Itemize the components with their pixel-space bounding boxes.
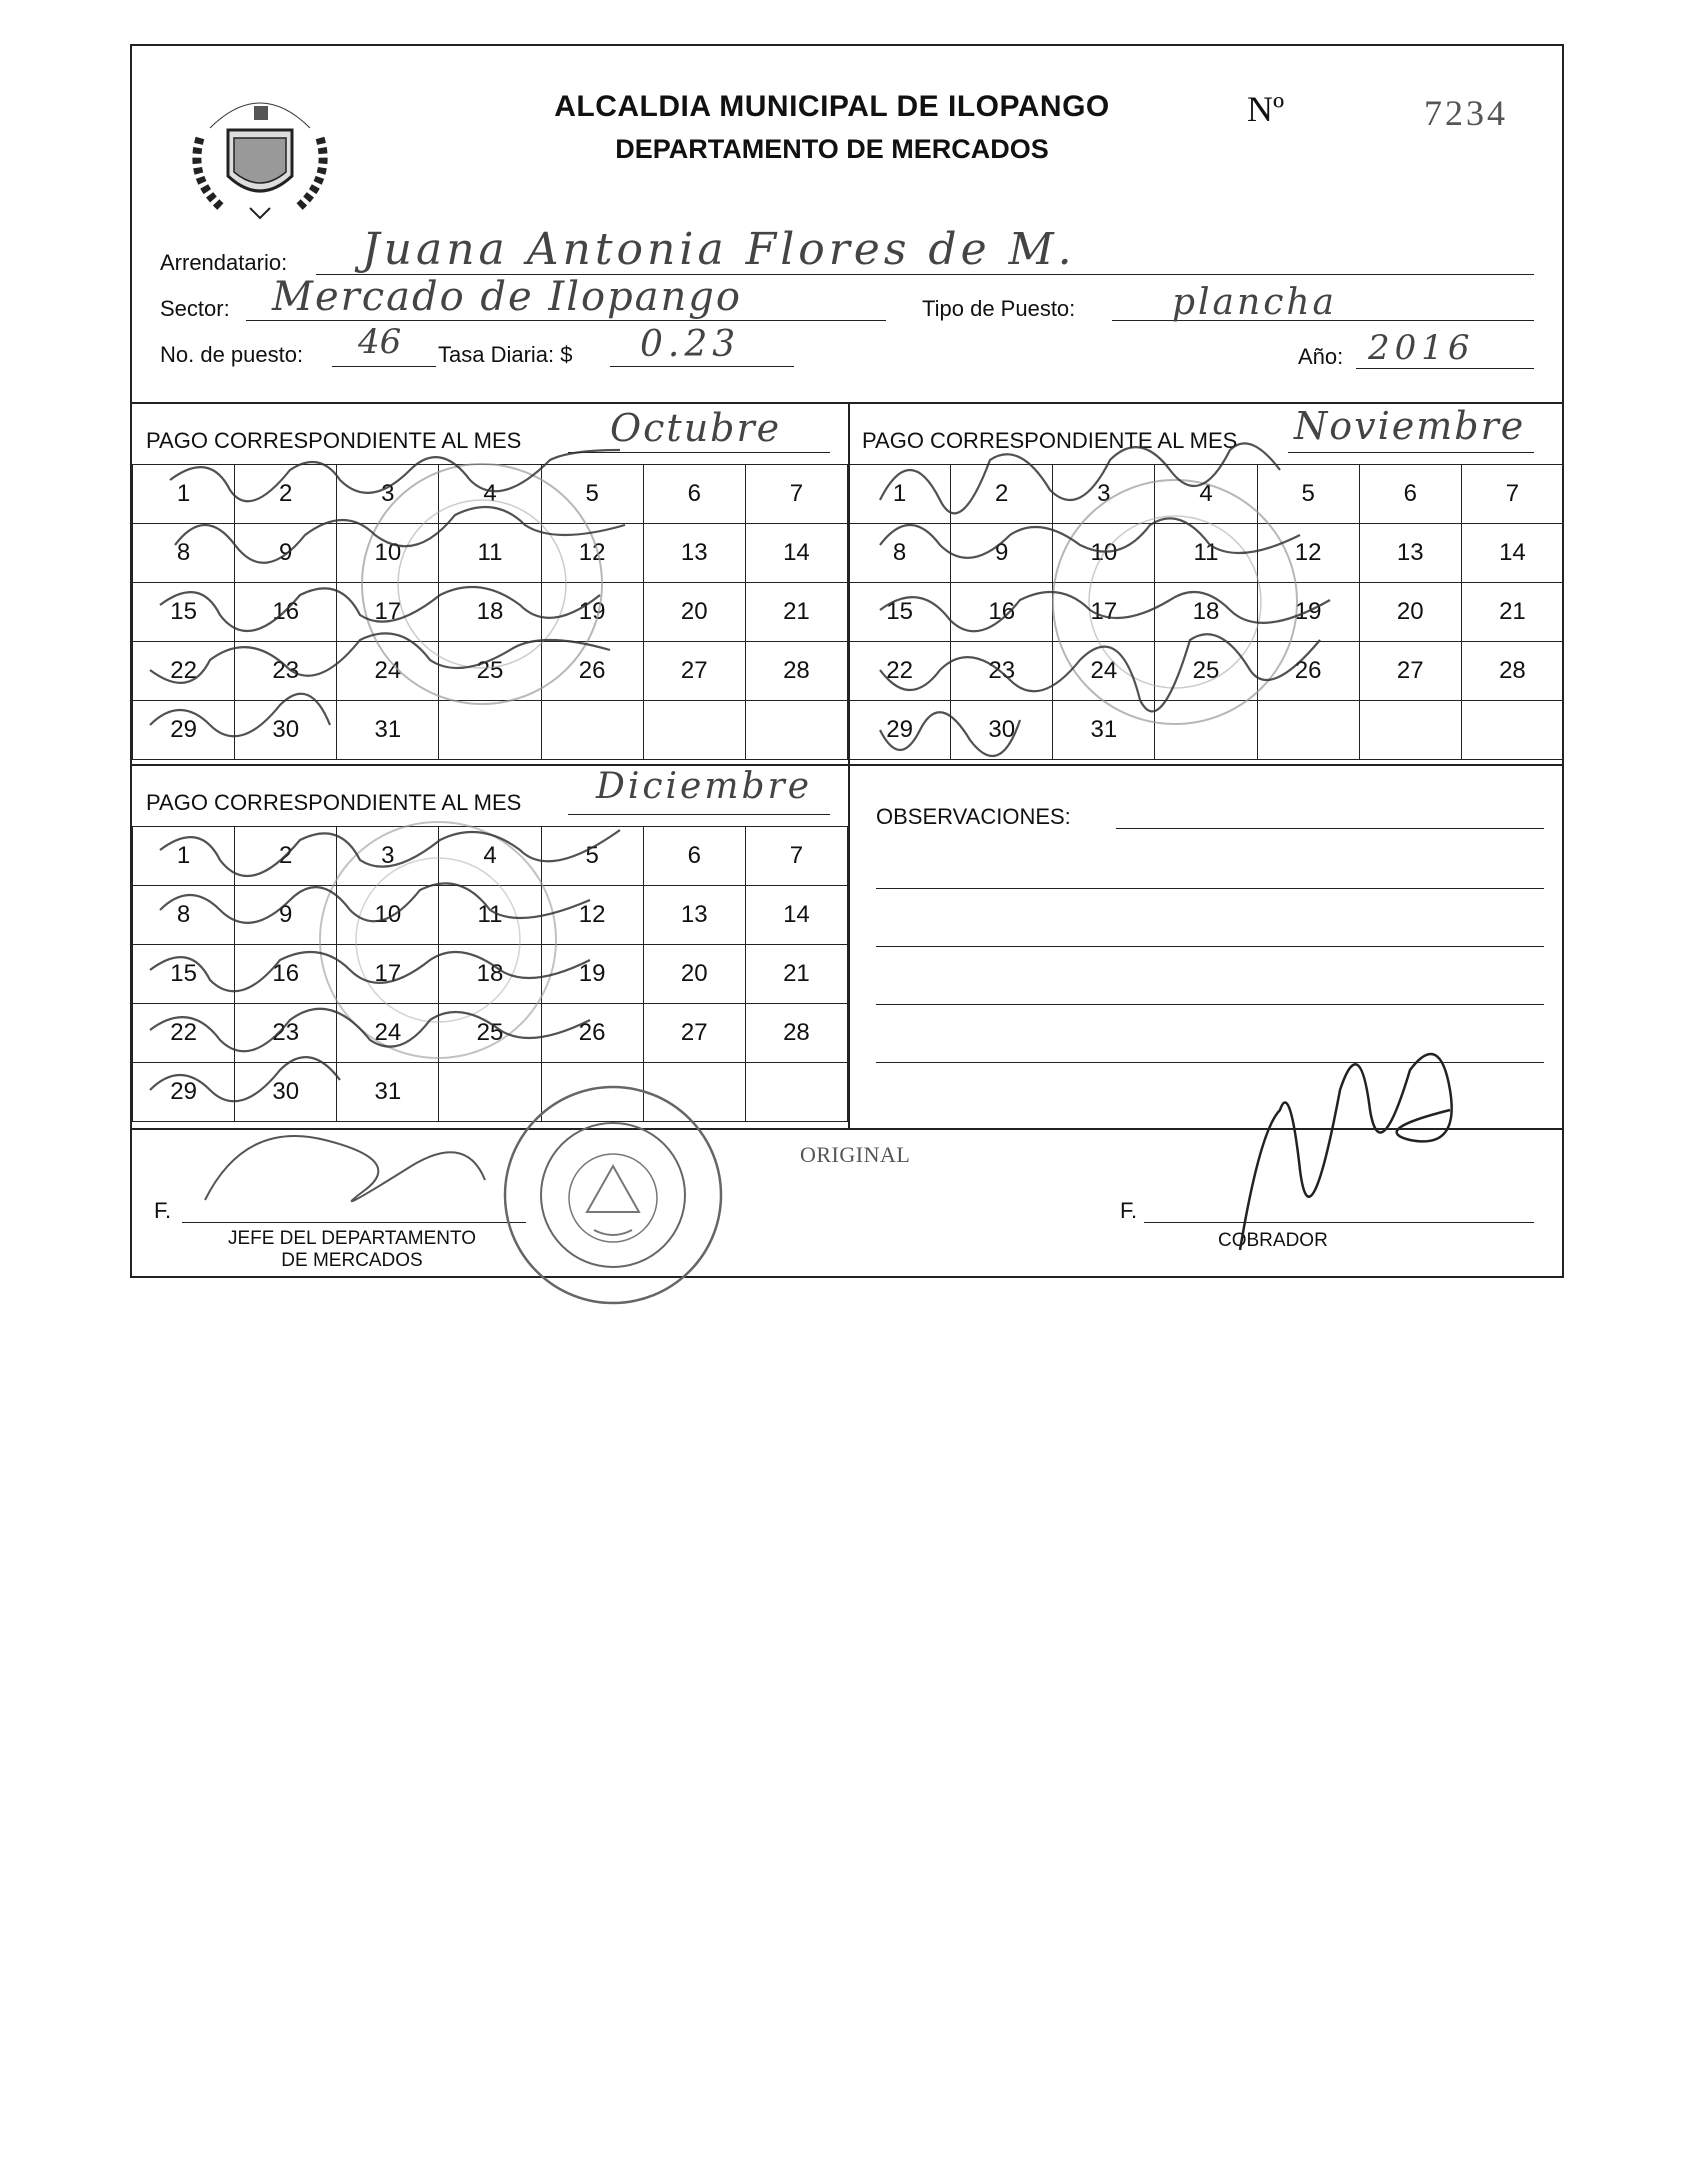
day-cell-5: 5 [541, 465, 643, 524]
firma-cobrador-label: F. [1120, 1198, 1138, 1223]
day-cell-28: 28 [745, 1004, 847, 1063]
tasa-label: Tasa Diaria: $ [438, 342, 573, 367]
day-cell-12: 12 [541, 524, 643, 583]
month-name-noviembre: Noviembre [1294, 404, 1526, 448]
day-cell-1: 1 [133, 827, 235, 886]
day-cell-23: 23 [951, 642, 1053, 701]
day-cell-23: 23 [235, 642, 337, 701]
header-subtitle: DEPARTAMENTO DE MERCADOS [615, 134, 1049, 164]
day-cell-8: 8 [133, 886, 235, 945]
day-cell-3: 3 [1053, 465, 1155, 524]
day-cell-20: 20 [643, 945, 745, 1004]
month-label-octubre: PAGO CORRESPONDIENTE AL MES [146, 428, 522, 453]
day-cell-6: 6 [1359, 465, 1461, 524]
day-cell-21: 21 [1461, 583, 1563, 642]
day-cell-15: 15 [133, 583, 235, 642]
day-cell-25: 25 [439, 1004, 541, 1063]
day-cell-15: 15 [133, 945, 235, 1004]
day-cell-17: 17 [337, 945, 439, 1004]
observaciones-label: OBSERVACIONES: [876, 804, 1071, 829]
day-cell-6: 6 [643, 465, 745, 524]
day-cell-14: 14 [745, 524, 847, 583]
day-cell-11: 11 [1155, 524, 1257, 583]
day-cell-28: 28 [745, 642, 847, 701]
day-cell-20: 20 [643, 583, 745, 642]
day-cell-7: 7 [745, 465, 847, 524]
day-cell-4: 4 [1155, 465, 1257, 524]
tasa-value: 0.23 [640, 324, 741, 365]
day-cell-13: 13 [643, 886, 745, 945]
day-cell-23: 23 [235, 1004, 337, 1063]
cobrador-caption: COBRADOR [1218, 1230, 1328, 1251]
day-cell-28: 28 [1461, 642, 1563, 701]
day-cell-26: 26 [541, 1004, 643, 1063]
sector-value: Mercado de Ilopango [272, 274, 742, 320]
receipt-number: 7234 [1424, 93, 1508, 133]
arrendatario-value: Juana Antonia Flores de M. [362, 224, 1076, 275]
day-cell-1: 1 [849, 465, 951, 524]
day-cell-25: 25 [439, 642, 541, 701]
month-label-diciembre: PAGO CORRESPONDIENTE AL MES [146, 790, 522, 815]
day-cell-30: 30 [951, 701, 1053, 760]
day-cell-14: 14 [1461, 524, 1563, 583]
day-cell-24: 24 [337, 642, 439, 701]
day-cell-13: 13 [643, 524, 745, 583]
day-cell-22: 22 [849, 642, 951, 701]
day-cell-17: 17 [1053, 583, 1155, 642]
day-cell-31: 31 [337, 701, 439, 760]
day-cell-27: 27 [643, 1004, 745, 1063]
day-cell-5: 5 [541, 827, 643, 886]
day-cell-27: 27 [1359, 642, 1461, 701]
day-cell-8: 8 [849, 524, 951, 583]
day-cell-2: 2 [235, 827, 337, 886]
day-cell-2: 2 [235, 465, 337, 524]
day-cell-3: 3 [337, 827, 439, 886]
day-cell-2: 2 [951, 465, 1053, 524]
day-cell-11: 11 [439, 524, 541, 583]
day-cell-4: 4 [439, 827, 541, 886]
day-cell-19: 19 [541, 945, 643, 1004]
day-cell-25: 25 [1155, 642, 1257, 701]
day-cell-16: 16 [951, 583, 1053, 642]
day-cell-21: 21 [745, 583, 847, 642]
day-cell-19: 19 [541, 583, 643, 642]
day-cell-10: 10 [337, 524, 439, 583]
day-cell-18: 18 [439, 945, 541, 1004]
day-cell-12: 12 [1257, 524, 1359, 583]
day-cell-30: 30 [235, 701, 337, 760]
day-cell-24: 24 [337, 1004, 439, 1063]
day-cell-1: 1 [133, 465, 235, 524]
day-cell-5: 5 [1257, 465, 1359, 524]
month-label-noviembre: PAGO CORRESPONDIENTE AL MES [862, 428, 1238, 453]
anio-label: Año: [1298, 344, 1344, 369]
original-mark: ORIGINAL [800, 1142, 911, 1167]
day-cell-16: 16 [235, 945, 337, 1004]
day-cell-31: 31 [1053, 701, 1155, 760]
day-cell-29: 29 [133, 1063, 235, 1122]
day-cell-9: 9 [235, 524, 337, 583]
day-cell-9: 9 [235, 886, 337, 945]
day-cell-7: 7 [1461, 465, 1563, 524]
day-cell-13: 13 [1359, 524, 1461, 583]
day-cell-18: 18 [1155, 583, 1257, 642]
day-cell-10: 10 [337, 886, 439, 945]
day-cell-9: 9 [951, 524, 1053, 583]
month-name-octubre: Octubre [610, 406, 782, 450]
day-cell-27: 27 [643, 642, 745, 701]
day-cell-20: 20 [1359, 583, 1461, 642]
day-cell-12: 12 [541, 886, 643, 945]
day-cell-21: 21 [745, 945, 847, 1004]
puesto-label: No. de puesto: [160, 342, 304, 367]
day-cell-3: 3 [337, 465, 439, 524]
anio-value: 2016 [1368, 328, 1475, 368]
day-cell-6: 6 [643, 827, 745, 886]
day-cell-19: 19 [1257, 583, 1359, 642]
day-cell-30: 30 [235, 1063, 337, 1122]
arrendatario-label: Arrendatario: [160, 250, 288, 275]
day-cell-29: 29 [849, 701, 951, 760]
day-cell-26: 26 [541, 642, 643, 701]
tipo-puesto-label: Tipo de Puesto: [922, 296, 1076, 321]
jefe-caption-line2: DE MERCADOS [281, 1250, 423, 1271]
jefe-caption-line1: JEFE DEL DEPARTAMENTO [227, 1228, 477, 1249]
day-cell-18: 18 [439, 583, 541, 642]
day-cell-11: 11 [439, 886, 541, 945]
day-cell-31: 31 [337, 1063, 439, 1122]
day-cell-8: 8 [133, 524, 235, 583]
firma-jefe-label: F. [154, 1198, 172, 1223]
day-cell-26: 26 [1257, 642, 1359, 701]
day-cell-24: 24 [1053, 642, 1155, 701]
day-cell-7: 7 [745, 827, 847, 886]
day-cell-10: 10 [1053, 524, 1155, 583]
day-cell-14: 14 [745, 886, 847, 945]
puesto-value: 46 [358, 322, 402, 362]
day-cell-4: 4 [439, 465, 541, 524]
month-name-diciembre: Diciembre [596, 766, 813, 807]
tipo-puesto-value: plancha [1172, 282, 1338, 323]
day-cell-22: 22 [133, 1004, 235, 1063]
day-cell-29: 29 [133, 701, 235, 760]
day-cell-22: 22 [133, 642, 235, 701]
receipt-number-label: Nº [1247, 89, 1285, 129]
day-cell-15: 15 [849, 583, 951, 642]
sector-label: Sector: [160, 296, 230, 321]
day-cell-16: 16 [235, 583, 337, 642]
header-title: ALCALDIA MUNICIPAL DE ILOPANGO [554, 90, 1110, 123]
day-cell-17: 17 [337, 583, 439, 642]
